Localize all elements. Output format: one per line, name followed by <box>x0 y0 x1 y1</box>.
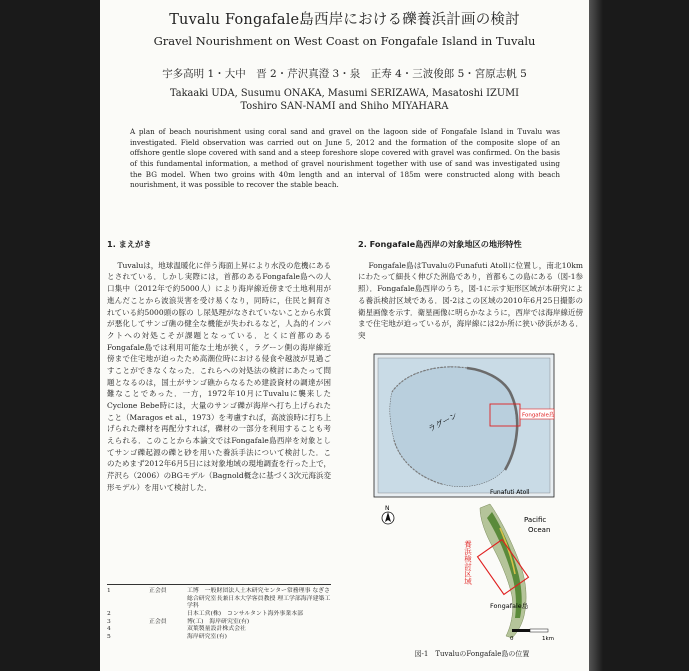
column-right <box>358 238 583 342</box>
footnote-affiliation: 海岸研究室(有) <box>187 634 227 641</box>
footnote-row <box>107 611 331 619</box>
authors-english-line2: Toshiro SAN-NAMI and Shiho MIYAHARA <box>240 101 449 112</box>
abstract: A plan of beach nourishment using coral sand and gravel on the lagoon side of Fongafale Island in Tuvalu was investigated. Field observation was carried out on June 5, 2012 and the formation of the composite slope of an offshore gentle slope covered with sand and a steep foreshore slope covered with gravel was confirmed. On the basis of this fundamental information, a method of gravel nourishment together with use of sand was investigated using the BG model. When two groins with 40m length and an interval of 185m were constructed along with beach nourishment, it was possible to recover the stable beach. <box>130 127 560 190</box>
island-label: Fongafale島 <box>490 602 529 610</box>
atoll-label: Funafuti Atoll <box>490 489 530 496</box>
scale-bar-white <box>530 629 548 632</box>
footnote-affiliation: 一般財団法人土木研究センター常務理事 なぎさ総合研究室長兼日本大学客員教授 理工学部海洋建築工学科 <box>187 588 331 610</box>
section2-body: Fongafale島はTuvaluのFunafuti Atollに位置し，南北10kmにわたって細長く伸びた洲島であり，首都もこの島にある（図-1参照）．Fongafale島西岸のうち，図-1に示す矩形区域が本研究による養浜検討区域である．図-2はこの区域の2010年6月25日撮影の衛星画像を示す．衛星画像に明らかなように，西岸では海岸線近傍まで住宅地が迫っているが，海岸線には2か所に狭い砂浜がある．突 <box>358 260 583 340</box>
footnote-member: 正会員 <box>149 618 167 625</box>
footnote-member <box>149 626 187 634</box>
paper-page <box>100 0 589 671</box>
footnote-number: 3 <box>107 618 111 625</box>
section1-heading: 1. まえがき <box>107 239 152 249</box>
ocean-label-line1: Pacific <box>524 516 547 524</box>
footnote-member <box>149 611 187 619</box>
island-box-label: Fongafale島 <box>522 412 555 419</box>
lagoon-label: ラグーン <box>426 410 460 434</box>
title-japanese: Tuvalu Fongafale島西岸における礫養浜計画の検討 <box>169 12 520 28</box>
footnote-affiliation: 日本工営(株) コンサルタント海外事業本部 <box>187 611 303 618</box>
footnote-row <box>107 588 331 611</box>
authors-japanese: 宇多高明 1・大中 晋 2・芹沢真澄 3・泉 正寿 4・三波俊郎 5・宮原志帆 5 <box>162 68 527 80</box>
page-shadow <box>589 0 603 671</box>
authors-english-line1: Takaaki UDA, Susumu ONAKA, Masumi SERIZAWA, Masatoshi IZUMI <box>169 88 520 99</box>
north-label: N <box>385 505 390 512</box>
title-english: Gravel Nourishment on West Coast on Fongafale Island in Tuvalu <box>153 34 536 48</box>
footnote-member <box>149 634 187 642</box>
scale-label-0: 0 <box>510 636 514 642</box>
section2-heading: 2. Fongafale島西岸の対象地区の地形特性 <box>358 239 522 249</box>
footnote-number: 2 <box>107 611 111 618</box>
footnote-row <box>107 634 331 642</box>
study-area-label: 養浜検討区域 <box>463 540 473 585</box>
scale-bar-black <box>512 629 530 632</box>
figure-caption: 図-1 TuvaluのFongafale島の位置 <box>414 650 530 658</box>
footnotes <box>107 584 331 642</box>
footnote-degree: 博(工) <box>187 618 204 625</box>
footnote-member: 正会員 <box>149 588 167 594</box>
section1-body: Tuvaluは，地球温暖化に伴う海面上昇により水没の危機にあるとされている．しかし実際には，首都のあるFongafale島への人口集中（2012年で約5000人）により海岸線近傍まで土地利用が進んだことから波浪災害を受け易くなり，同時に，住民と飼育されている約5000頭の豚の し尿処理がなされていないことから水質が悪化してサンゴ礁の健全な機能が失われるなど，人為的インパクトへの対処こそが課題となっている．とくに首都のあるFongafale島では利用可能な土地が狭く，ラグーン側の海岸線近傍まで住宅地が迫ったため高潮位時における侵食や越波が見過ごすことができなくなった．これらへの対処法の検討にあたって問題となるのは，国土がサンゴ礁からなるため建設資材の調達が困難なことであった．一方，1972年10月にTuvaluに襲来したCyclone Bebe時には，大量のサンゴ礫が海岸へ打ち上げられたこと（Maragos et al.，1973）を考慮すれば，高波浪時に打ち上げられた礫材を再配分すれば，礫材の一部分を利用することも考えられる．このことから本論文ではFongafale島西岸を対象としてサンゴ礫起源の礫と砂を用いた養浜手法について検討した．このためまず2012年6月5日には対象地域の現地調査を行った上で，芹沢ら（2006）のBGモデル（Bagnold概念に基づく3次元海浜変形モデル）を用いて検討した． <box>107 260 331 492</box>
figure-1-graphic <box>372 352 572 648</box>
footnote-number: 4 <box>107 626 111 633</box>
footnote-affiliation: 海岸研究室(有) <box>209 618 250 625</box>
figure-1 <box>372 352 572 658</box>
footnote-degree: 工博 <box>187 588 199 594</box>
scale-label-1km: 1km <box>542 636 555 642</box>
footnote-number: 1 <box>107 588 111 594</box>
column-left <box>107 238 331 494</box>
footnote-affiliation: 双葉製量設計株式会社 <box>187 626 246 633</box>
footnote-number: 5 <box>107 634 111 641</box>
ocean-label-line2: Ocean <box>528 526 551 534</box>
footnote-row <box>107 626 331 634</box>
